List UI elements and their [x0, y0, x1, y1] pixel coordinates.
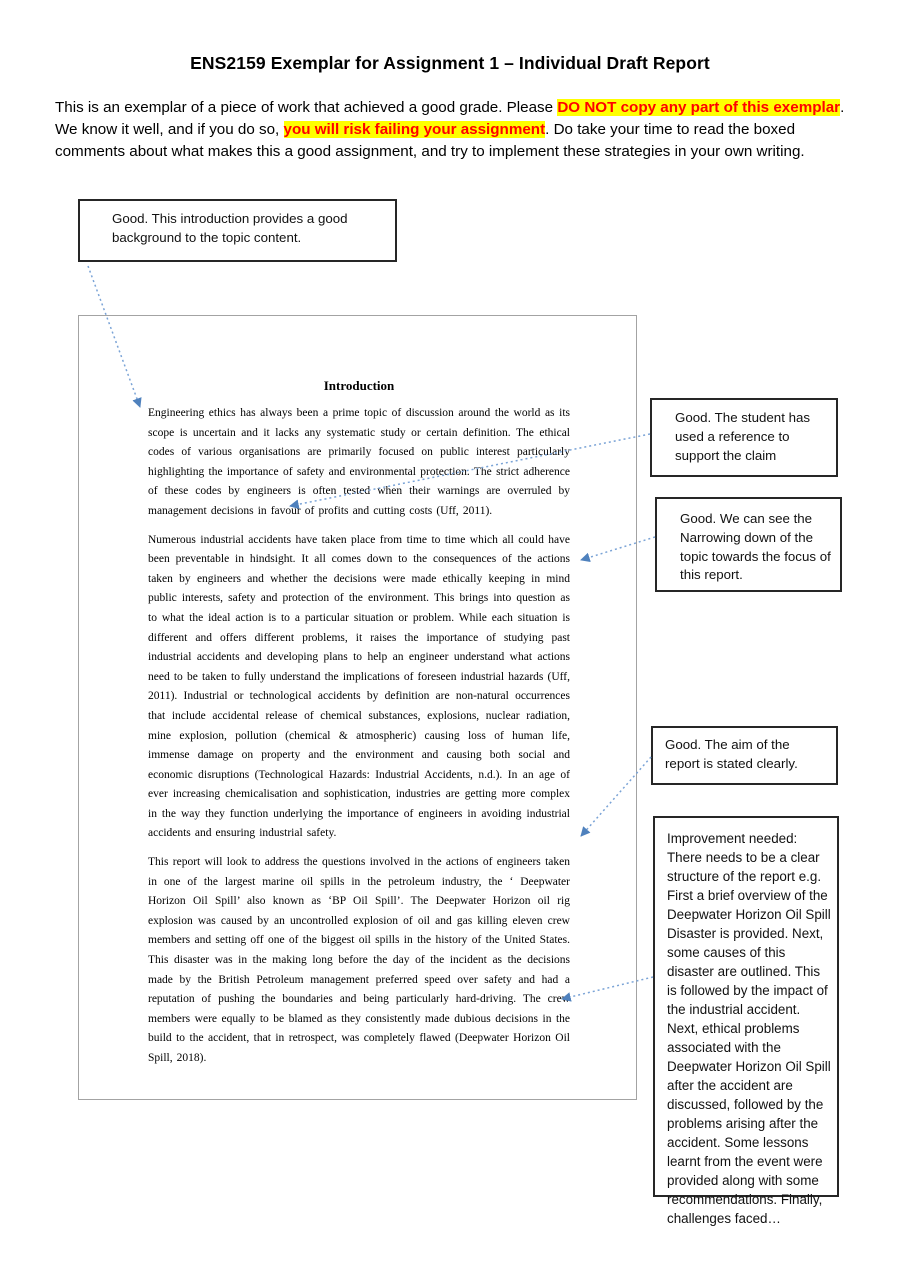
comment-box-introduction — [78, 199, 397, 262]
intro-text-segment: . We know it well, and if you do so, — [55, 99, 845, 138]
warning-highlight-2: you will risk failing your assignment — [283, 121, 546, 138]
intro-note — [55, 97, 849, 163]
intro-text-segment: . Do take your time to read the boxed comments about what makes this a good assignment, and try to implement these strategies in your own writing. — [55, 121, 805, 160]
report-paragraph-3: This report will look to address the questions involved in the actions of engineers taken in one of the largest marine oil spills in the petroleum industry, the ‘ Deepwater Horizon Oil Spill’ also known as ‘BP Oil Spill’. The Deepwater Horizon oil rig explosion was caused by an uncontrolled explosion of oil and gas killing eleven crew members and setting off one of the biggest oil spills in the history of the United States. This disaster was in the making long before the day of the incident as the decisions made by the British Petroleum management preferred speed over safety and had a reputation of pushing the boundaries and being particularly hard-driving. The crew members were equally to be blamed as they consistently made dubious decisions in the build to the accident, that in retrospect, was completely flawed (Deepwater Horizon Oil Spill, 2018). — [148, 856, 570, 1064]
comment-box-narrowing — [655, 497, 842, 592]
comment-box-reference — [650, 398, 838, 477]
intro-text-segment: This is an exemplar of a piece of work that achieved a good grade. Please — [55, 99, 558, 116]
comment-box-aim — [651, 726, 838, 785]
report-page — [78, 315, 637, 1100]
comment-text: Improvement needed: There needs to be a clear structure of the report e.g. First a brief overview of the Deepwater Horizon Oil Spill Disaster is provided. Next, some causes of this disaster are outlined. This is followed by the impact of the industrial accident. Next, ethical problems associated with the Deepwater Horizon Oil Spill after the accident are discussed, followed by the problems arising after the accident. Some lessons learnt from the event were provided along with some recommendations. Finally, challenges faced… — [667, 831, 831, 1226]
comment-text: Good. The student has used a reference to support the claim — [675, 410, 811, 463]
page-title: ENS2159 Exemplar for Assignment 1 – Individual Draft Report — [190, 53, 710, 73]
comment-text: Good. We can see the Narrowing down of the topic towards the focus of this report. — [680, 511, 831, 583]
warning-highlight-1: DO NOT copy any part of this exemplar — [557, 99, 841, 116]
report-paragraph-2: Numerous industrial accidents have taken place from time to time which all could have been preventable in hindsight. It all comes down to the consequences of the actions taken by engineers and whether the decisions were made ethically keeping in mind public interests, safety and protection of the environment. This brings into question as to what the ideal action is to a particular situation or problem. While each situation is different and offers different problems, it raises the importance of studying past industrial accidents and developing plans to help an engineer understand what actions need to be taken to fully understand the implications of foreseen industrial hazards (Uff, 2011). Industrial or technological accidents by definition are non-natural occurrences that include accidental release of chemical substances, explosions, nuclear radiation, mine explosion, pollution (chemical & atmospheric) causing loss of human life, immense damage on property and the environment and causing both social and economic disruptions (Technological Hazards: Industrial Accidents, n.d.). In an age of ever increasing chemicalisation and sophistication, industries are getting more complex in the way they function underlying the importance of engineers in avoiding industrial accidents and ensuring industrial safety. — [148, 533, 570, 840]
report-paragraph-1: Engineering ethics has always been a prime topic of discussion around the world as its scope is uncertain and it lacks any systematic study or certain definition. The ethical codes of various organisations are primarily focused on public interest particularly highlighting the importance of safety and environmental protection. The strict adherence of these codes by engineers is often tested when their warnings are overruled by management decisions in favour of profits and cutting costs (Uff, 2011). — [148, 407, 570, 517]
report-heading: Introduction — [323, 378, 395, 393]
comment-text: Good. This introduction provides a good background to the topic content. — [112, 211, 348, 245]
comment-text: Good. The aim of the report is stated clearly. — [665, 737, 798, 771]
comment-box-improvement — [653, 816, 839, 1226]
